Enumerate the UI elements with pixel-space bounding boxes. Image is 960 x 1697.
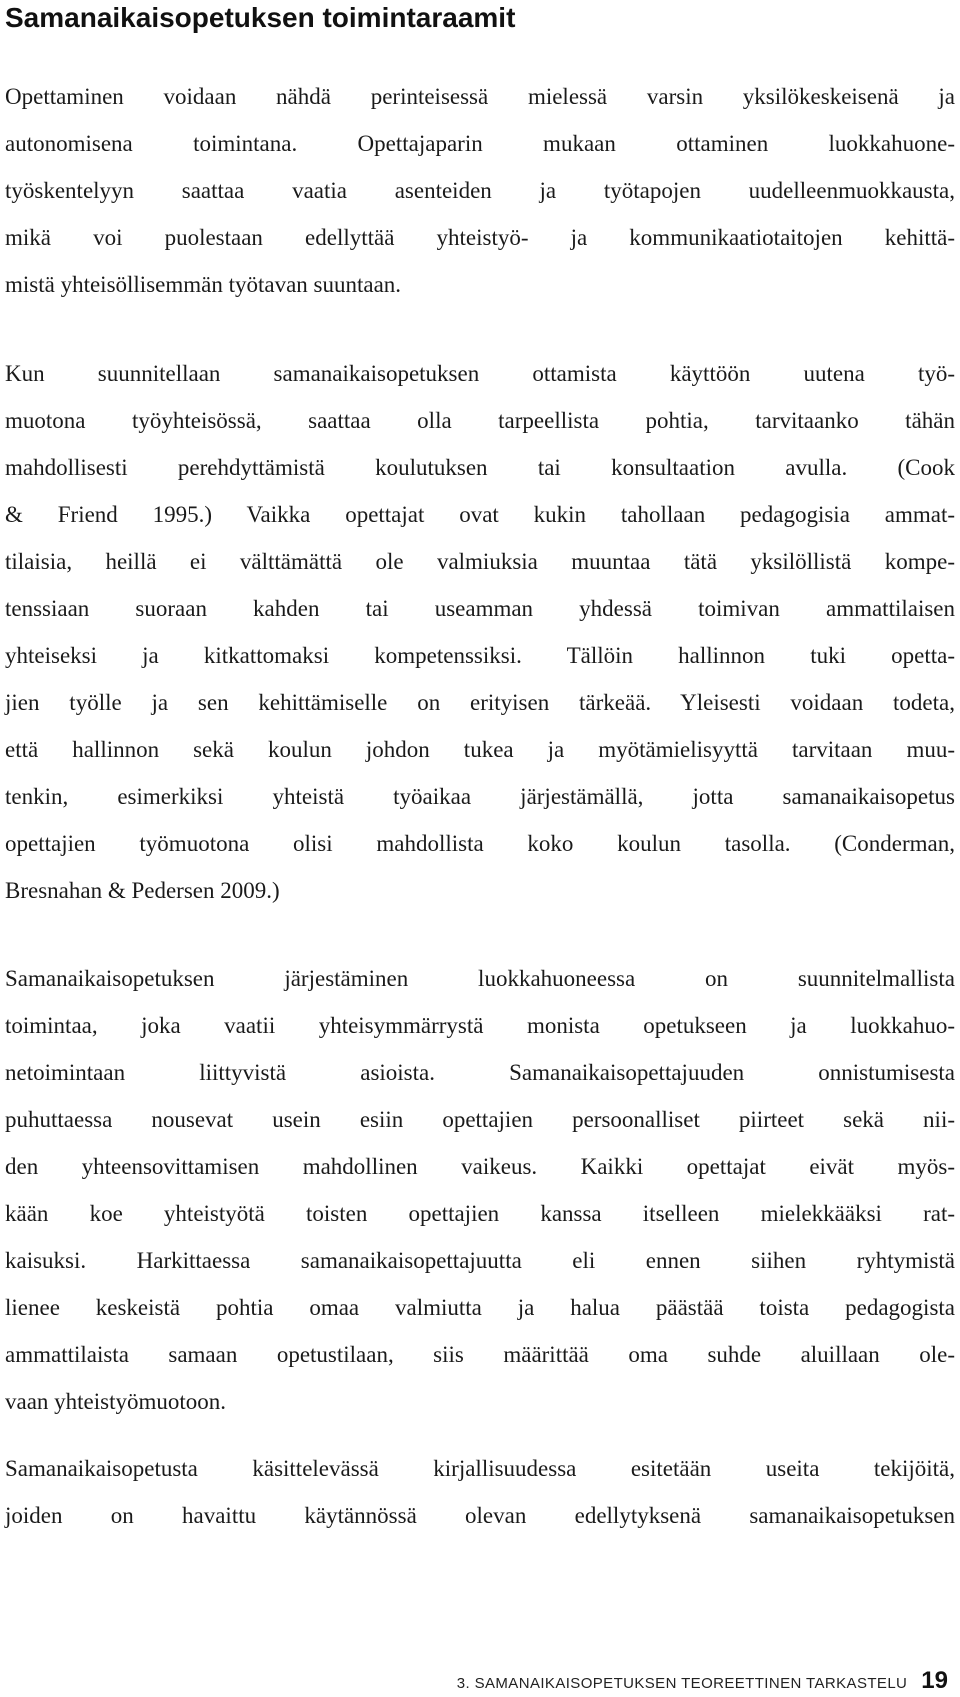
paragraph-line: mahdollisesti perehdyttämistä koulutuksen tai konsultaation avulla. (Cook	[5, 455, 955, 480]
paragraph-line: & Friend 1995.) Vaikka opettajat ovat kukin tahollaan pedagogisia ammat-	[5, 502, 955, 527]
paragraph-1	[5, 73, 955, 308]
page-footer	[457, 1667, 948, 1695]
paragraph-line: vaan yhteistyömuotoon.	[5, 1389, 227, 1414]
paragraph-line: netoimintaan liittyvistä asioista. Samanaikaisopettajuuden onnistumisesta	[5, 1060, 955, 1085]
paragraph-line: jien työlle ja sen kehittämiselle on erityisen tärkeää. Yleisesti voidaan todeta,	[5, 690, 955, 715]
paragraph-line: yhteiseksi ja kitkattomaksi kompetenssiksi. Tällöin hallinnon tuki opetta-	[5, 643, 955, 668]
paragraph-2	[5, 350, 955, 914]
paragraph-line: den yhteensovittamisen mahdollinen vaikeus. Kaikki opettajat eivät myös-	[5, 1154, 955, 1179]
paragraph-line: Samanaikaisopetuksen järjestäminen luokkahuoneessa on suunnitelmallista	[5, 966, 955, 991]
page-number: 19	[921, 1667, 948, 1694]
paragraph-line: puhuttaessa nousevat usein esiin opettajien persoonalliset piirteet sekä nii-	[5, 1107, 955, 1132]
paragraph-line: työskentelyyn saattaa vaatia asenteiden ja työtapojen uudelleenmuokkausta,	[5, 178, 955, 203]
paragraph-line: lienee keskeistä pohtia omaa valmiutta ja halua päästää toista pedagogista	[5, 1295, 955, 1320]
paragraph-line: Kun suunnitellaan samanaikaisopetuksen ottamista käyttöön uutena työ-	[5, 361, 955, 386]
paragraph-line: Samanaikaisopetusta käsittelevässä kirjallisuudessa esitetään useita tekijöitä,	[5, 1456, 955, 1481]
chapter-label: 3. SAMANAIKAISOPETUKSEN TEOREETTINEN TARKASTELU	[456, 1675, 908, 1692]
paragraph-line: Opettaminen voidaan nähdä perinteisessä mielessä varsin yksilökeskeisenä ja	[5, 84, 955, 109]
paragraph-line: tenssiaan suoraan kahden tai useamman yhdessä toimivan ammattilaisen	[5, 596, 955, 621]
paragraph-line: Bresnahan & Pedersen 2009.)	[5, 878, 280, 903]
paragraph-line: mistä yhteisöllisemmän työtavan suuntaan.	[5, 272, 402, 297]
paragraph-line: muotona työyhteisössä, saattaa olla tarpeellista pohtia, tarvitaanko tähän	[5, 408, 955, 433]
paragraph-line: opettajien työmuotona olisi mahdollista koko koulun tasolla. (Conderman,	[5, 831, 955, 856]
paragraph-line: ammattilaista samaan opetustilaan, siis määrittää oma suhde aluillaan ole-	[5, 1342, 955, 1367]
paragraph-line: toimintaa, joka vaatii yhteisymmärrystä monista opetukseen ja luokkahuo-	[5, 1013, 955, 1038]
paragraph-line: kään koe yhteistyötä toisten opettajien kanssa itselleen mielekkääksi rat-	[5, 1201, 955, 1226]
section-heading: Samanaikaisopetuksen toimintaraamit	[5, 2, 516, 33]
paragraph-line: kaisuksi. Harkittaessa samanaikaisopettajuutta eli ennen siihen ryhtymistä	[5, 1248, 955, 1273]
paragraph-line: että hallinnon sekä koulun johdon tukea ja myötämielisyyttä tarvitaan muu-	[5, 737, 955, 762]
paragraph-3	[5, 955, 955, 1425]
paragraph-line: tenkin, esimerkiksi yhteistä työaikaa järjestämällä, jotta samanaikaisopetus	[5, 784, 955, 809]
paragraph-line: mikä voi puolestaan edellyttää yhteistyö- ja kommunikaatiotaitojen kehittä-	[5, 225, 955, 250]
paragraph-line: tilaisia, heillä ei välttämättä ole valmiuksia muuntaa tätä yksilöllistä kompe-	[5, 549, 955, 574]
paragraph-line: joiden on havaittu käytännössä olevan edellytyksenä samanaikaisopetuksen	[5, 1503, 955, 1528]
paragraph-line: autonomisena toimintana. Opettajaparin mukaan ottaminen luokkahuone-	[5, 131, 955, 156]
paragraph-4	[5, 1445, 955, 1539]
